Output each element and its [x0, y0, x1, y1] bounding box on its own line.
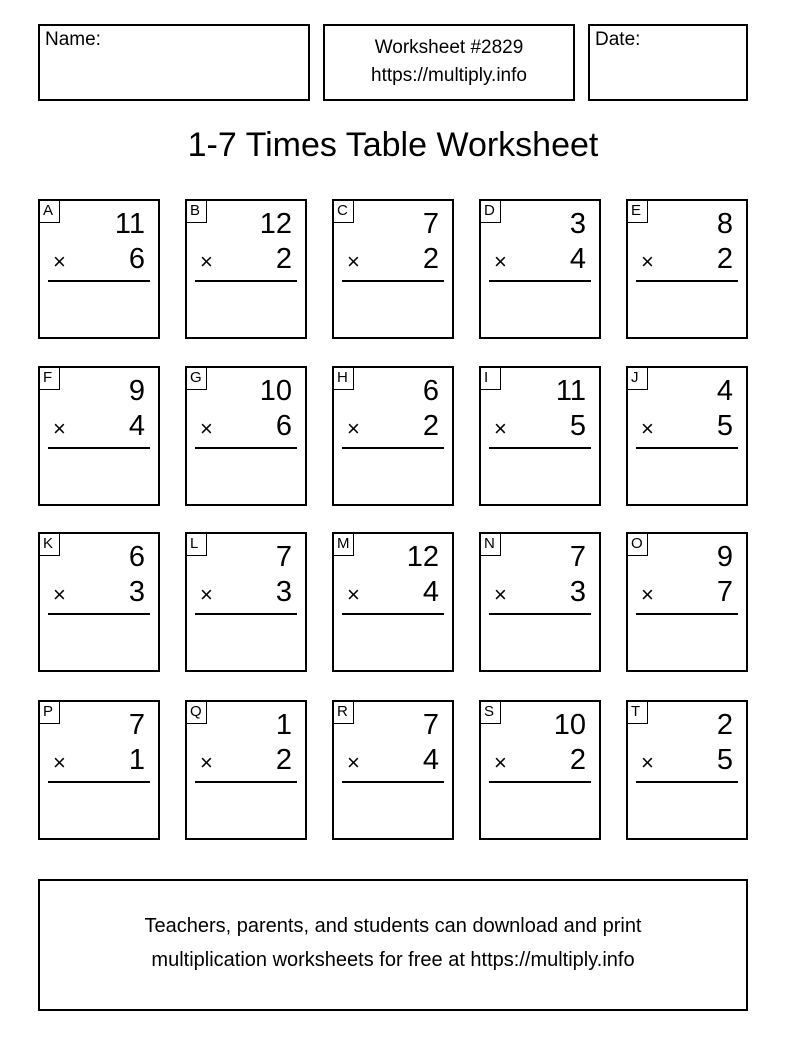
problem-card [38, 700, 160, 840]
problem-letter: A [40, 201, 60, 223]
multiplicand: 4 [716, 375, 733, 407]
multiply-sign: × [200, 750, 213, 775]
answer-line [48, 781, 150, 783]
problem-letter: G [187, 368, 207, 390]
multiplier: 4 [422, 576, 439, 608]
multiply-sign: × [53, 750, 66, 775]
problem-letter: H [334, 368, 354, 390]
multiplier: 6 [275, 410, 292, 442]
multiply-sign: × [641, 582, 654, 607]
problem-card [626, 199, 748, 339]
date-field-box [588, 24, 748, 101]
answer-line [48, 447, 150, 449]
multiplier: 1 [128, 744, 145, 776]
answer-line [195, 613, 297, 615]
multiplicand: 7 [569, 541, 586, 573]
problem-letter: I [481, 368, 501, 390]
multiplicand: 9 [128, 375, 145, 407]
problem-card [185, 700, 307, 840]
answer-line [342, 613, 444, 615]
multiplier: 2 [422, 410, 439, 442]
answer-line [489, 613, 591, 615]
multiplier: 3 [569, 576, 586, 608]
answer-line [342, 447, 444, 449]
problem-letter: P [40, 702, 60, 724]
problem-letter: R [334, 702, 354, 724]
multiplier: 7 [716, 576, 733, 608]
multiplicand: 6 [128, 541, 145, 573]
problem-card [185, 199, 307, 339]
problem-card [38, 199, 160, 339]
multiplier: 3 [128, 576, 145, 608]
problem-card [185, 366, 307, 506]
answer-line [195, 280, 297, 282]
multiplier: 6 [128, 243, 145, 275]
multiplicand: 11 [114, 208, 145, 240]
multiplicand: 6 [422, 375, 439, 407]
answer-line [48, 613, 150, 615]
multiply-sign: × [641, 416, 654, 441]
multiplicand: 7 [128, 709, 145, 741]
answer-line [48, 280, 150, 282]
multiplicand: 12 [259, 208, 292, 240]
problem-letter: E [628, 201, 648, 223]
problem-card [332, 700, 454, 840]
problem-letter: Q [187, 702, 207, 724]
answer-line [195, 781, 297, 783]
multiplier: 2 [422, 243, 439, 275]
multiply-sign: × [347, 750, 360, 775]
problem-letter: L [187, 534, 207, 556]
problem-letter: M [334, 534, 354, 556]
problem-card [626, 366, 748, 506]
problem-letter: T [628, 702, 648, 724]
multiplier: 3 [275, 576, 292, 608]
problem-letter: K [40, 534, 60, 556]
multiply-sign: × [200, 249, 213, 274]
multiply-sign: × [53, 416, 66, 441]
problem-letter: C [334, 201, 354, 223]
problem-card [479, 700, 601, 840]
multiplier: 5 [716, 410, 733, 442]
worksheet-info-box [323, 24, 575, 101]
problem-letter: D [481, 201, 501, 223]
footer-box [38, 879, 748, 1011]
page-title: 1-7 Times Table Worksheet [187, 126, 599, 164]
multiplier: 2 [275, 243, 292, 275]
answer-line [636, 447, 738, 449]
problem-letter: B [187, 201, 207, 223]
multiply-sign: × [347, 249, 360, 274]
problem-card [332, 532, 454, 672]
answer-line [636, 613, 738, 615]
multiplier: 2 [716, 243, 733, 275]
answer-line [636, 280, 738, 282]
multiplicand: 7 [422, 208, 439, 240]
multiply-sign: × [641, 249, 654, 274]
answer-line [636, 781, 738, 783]
problem-card [479, 532, 601, 672]
multiplicand: 8 [716, 208, 733, 240]
problem-letter: O [628, 534, 648, 556]
problem-card [185, 532, 307, 672]
multiplier: 2 [569, 744, 586, 776]
multiply-sign: × [494, 416, 507, 441]
worksheet-url: https://multiply.info [371, 65, 527, 86]
problem-card [332, 366, 454, 506]
answer-line [195, 447, 297, 449]
multiply-sign: × [641, 750, 654, 775]
problem-letter: N [481, 534, 501, 556]
multiply-sign: × [494, 582, 507, 607]
multiplicand: 7 [422, 709, 439, 741]
multiplier: 4 [128, 410, 145, 442]
multiplicand: 1 [275, 709, 292, 741]
worksheet-number: Worksheet #2829 [374, 37, 524, 58]
multiply-sign: × [494, 249, 507, 274]
problem-card [332, 199, 454, 339]
multiplicand: 10 [553, 709, 586, 741]
multiplicand: 2 [716, 709, 733, 741]
problem-letter: S [481, 702, 501, 724]
multiplier: 4 [569, 243, 586, 275]
footer-line-2: multiplication worksheets for free at https://multiply.info [151, 949, 635, 971]
multiply-sign: × [347, 582, 360, 607]
problem-letter: J [628, 368, 648, 390]
problem-card [479, 199, 601, 339]
date-label: Date: [595, 29, 641, 50]
multiplicand: 10 [259, 375, 292, 407]
multiplicand: 12 [406, 541, 439, 573]
answer-line [489, 280, 591, 282]
problem-letter: F [40, 368, 60, 390]
multiplicand: 11 [555, 375, 586, 407]
multiply-sign: × [494, 750, 507, 775]
multiply-sign: × [53, 249, 66, 274]
multiplier: 2 [275, 744, 292, 776]
multiply-sign: × [200, 416, 213, 441]
problem-card [38, 532, 160, 672]
multiplier: 5 [569, 410, 586, 442]
footer-line-1: Teachers, parents, and students can download and print [144, 915, 642, 937]
answer-line [489, 781, 591, 783]
name-label: Name: [45, 29, 101, 50]
problem-card [626, 532, 748, 672]
multiply-sign: × [53, 582, 66, 607]
multiplicand: 3 [569, 208, 586, 240]
problem-card [479, 366, 601, 506]
multiplicand: 9 [716, 541, 733, 573]
multiply-sign: × [200, 582, 213, 607]
name-field-box [38, 24, 310, 101]
multiplicand: 7 [275, 541, 292, 573]
multiplier: 4 [422, 744, 439, 776]
answer-line [342, 280, 444, 282]
problem-card [626, 700, 748, 840]
problem-card [38, 366, 160, 506]
multiply-sign: × [347, 416, 360, 441]
answer-line [342, 781, 444, 783]
multiplier: 5 [716, 744, 733, 776]
answer-line [489, 447, 591, 449]
